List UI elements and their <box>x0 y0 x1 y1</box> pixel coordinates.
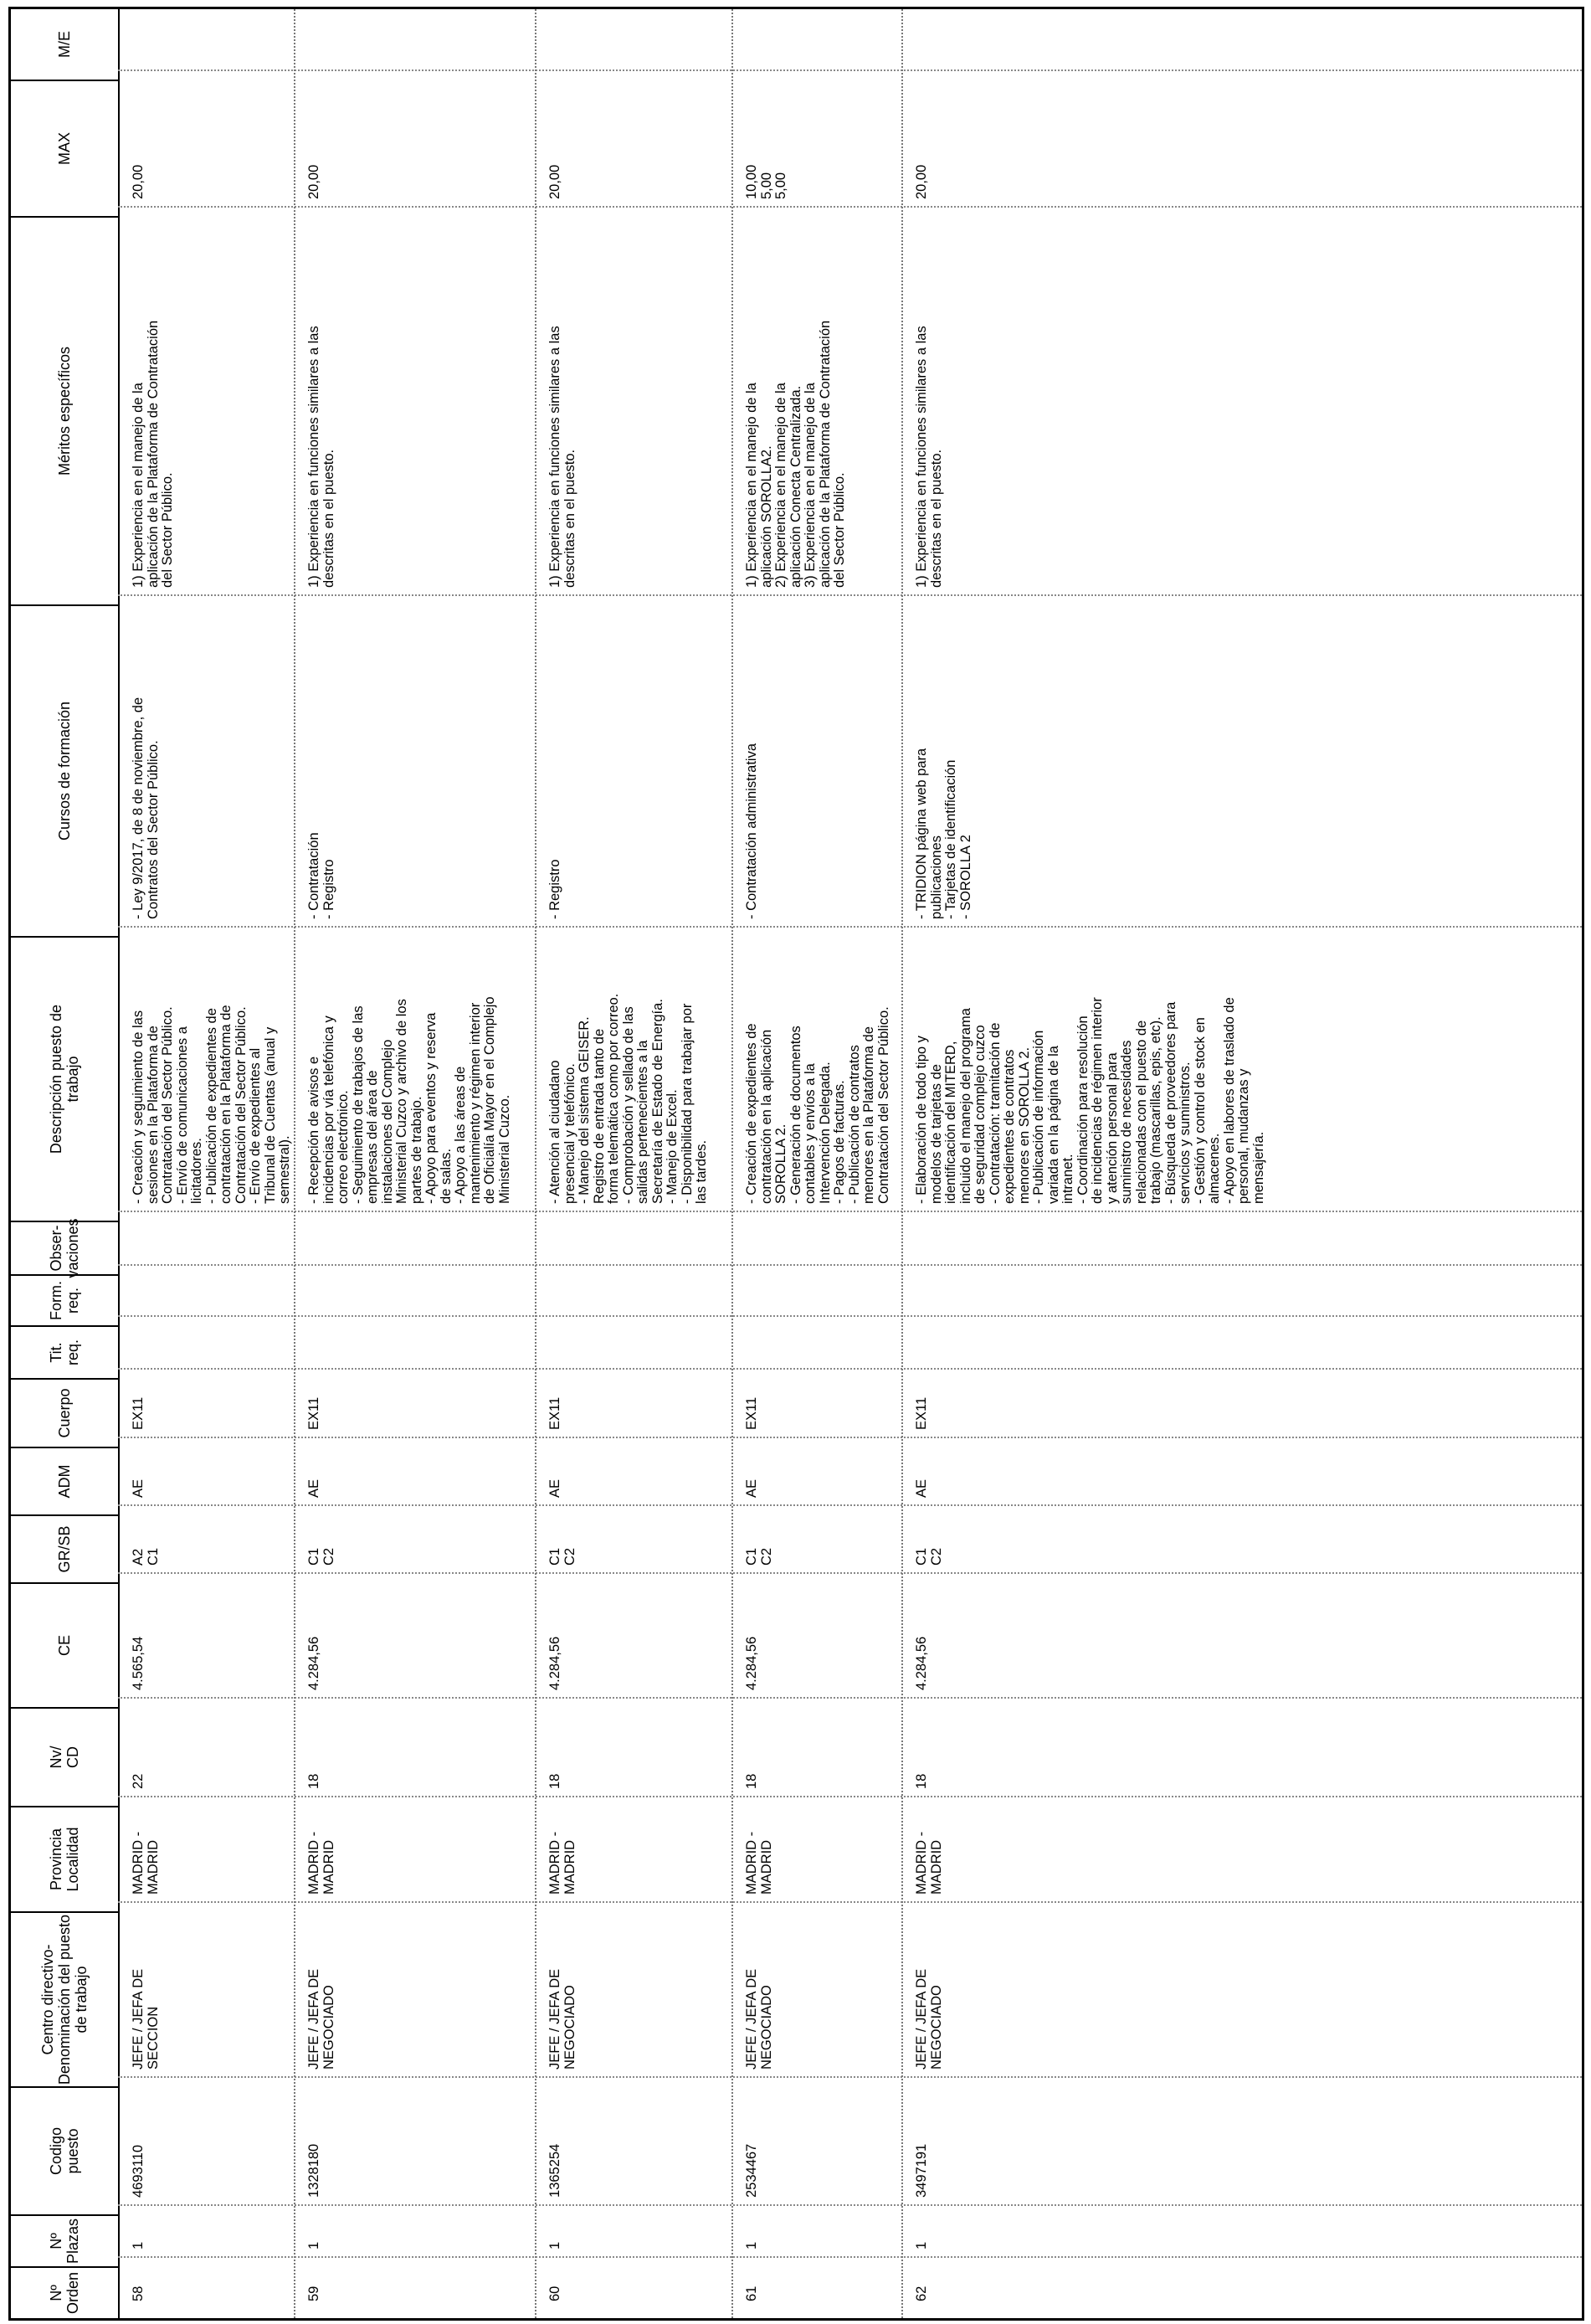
header-meritos: Méritos específicos <box>11 216 118 604</box>
cell-descripcion: - Recepción de avisos e incidencias por vía telefónica y correo electrónico. - Seguimiento de trabajos de las empresas del área de instalaciones del Complejo Ministerial Cuzco y archivo de los partes de trabajo. - Apoyo para eventos y reserva de salas. - Apoyo a las áreas de mantenimiento y régimen interior de Oficialía Mayor en el Complejo Ministerial Cuzco. <box>306 996 512 1204</box>
cell-adm: AE <box>306 1478 321 1498</box>
header-me: M/E <box>56 31 73 59</box>
header-observaciones: Obser- vaciones <box>11 1221 118 1274</box>
cell-cursos: - Contratación - Registro <box>306 832 336 919</box>
cell-cursos: - Registro <box>547 859 562 919</box>
cell-meritos: 1) Experiencia en funciones similares a las descritas en el puesto. <box>547 326 577 588</box>
cell-codigo: 4693110 <box>131 2144 146 2198</box>
cell-cuerpo: EX11 <box>547 1396 562 1430</box>
cell-cuerpo: EX11 <box>306 1396 321 1430</box>
cell-ce: 4.565,54 <box>131 1636 146 1690</box>
cell-adm: AE <box>547 1478 562 1498</box>
cell-ce: 4.284,56 <box>744 1636 759 1690</box>
cell-codigo: 1328180 <box>306 2143 321 2198</box>
row-separator <box>901 9 903 2318</box>
header-provincia: Provincia Localidad <box>11 1806 118 1911</box>
cell-plazas: 1 <box>744 2241 759 2249</box>
cell-orden: 58 <box>131 2285 146 2301</box>
cell-centro: JEFE / JEFA DE NEGOCIADO <box>914 1968 944 2069</box>
header-adm: ADM <box>11 1447 118 1514</box>
cell-max: 20,00 <box>547 164 562 199</box>
cell-adm: AE <box>914 1478 929 1498</box>
table-row <box>535 9 731 2318</box>
cell-ce: 4.284,56 <box>914 1636 929 1690</box>
header-plazas: Nº Plazas <box>11 2214 118 2266</box>
cell-nivel: 18 <box>744 1773 759 1789</box>
header-centro: Centro directivo- Denominación del puesto de trabajo <box>11 1911 118 2086</box>
row-separator <box>535 9 536 2318</box>
table-row <box>294 9 535 2318</box>
cell-grupo: C1 C2 <box>547 1547 577 1566</box>
header-nivel: Nv/ CD <box>11 1707 118 1806</box>
cell-grupo: C1 C2 <box>914 1547 944 1566</box>
table-row <box>901 9 1582 2318</box>
cell-provincia: MADRID - MADRID <box>914 1831 944 1895</box>
cell-max: 20,00 <box>131 164 146 199</box>
cell-ce: 4.284,56 <box>547 1636 562 1690</box>
cell-nivel: 18 <box>306 1773 321 1789</box>
cell-cuerpo: EX11 <box>131 1396 146 1430</box>
header-ce: CE <box>11 1582 118 1707</box>
cell-max: 20,00 <box>914 164 929 199</box>
cell-orden: 61 <box>744 2285 759 2301</box>
cell-nivel: 18 <box>547 1773 562 1789</box>
header-grupo: GR/SB <box>11 1514 118 1582</box>
cell-provincia: MADRID - MADRID <box>547 1831 577 1895</box>
cell-max: 20,00 <box>306 164 321 199</box>
positions-table <box>8 7 1584 2321</box>
table-row <box>118 9 294 2318</box>
cell-centro: JEFE / JEFA DE SECCION <box>131 1968 161 2069</box>
cell-cursos: - TRIDION página web para publicaciones - Tarjetas de identificación - SOROLLA 2 <box>914 748 973 919</box>
cell-descripcion: - Creación y seguimiento de las sesiones en la Plataforma de Contratación del Sector Público. - Envío de comunicaciones a licitadores. - Publicación de expedientes de contratación en la Plataforma de Contratación del Sector Público. - Envío de expedientes al Tribunal de Cuentas (anual y semestral). <box>131 1005 292 1204</box>
cell-meritos: 1) Experiencia en el manejo de la aplicación de la Plataforma de Contratación del Sector Público. <box>131 320 175 588</box>
cell-plazas: 1 <box>306 2241 321 2249</box>
cell-grupo: C1 C2 <box>744 1547 774 1566</box>
cell-meritos: 1) Experiencia en el manejo de la aplicación SOROLLA2. 2) Experiencia en el manejo de la aplicación Conecta Centralizada. 3) Experiencia en el manejo de la aplicación de la Plataforma de Contratación del Sector Público. <box>744 320 847 588</box>
cell-orden: 62 <box>914 2285 929 2301</box>
header-cursos: Cursos de formación <box>11 604 118 936</box>
cell-codigo: 3497191 <box>914 2143 929 2198</box>
header-formacion: Form. req. <box>11 1274 118 1325</box>
cell-cursos: - Ley 9/2017, de 8 de noviembre, de Contratos del Sector Público. <box>131 697 161 919</box>
cell-centro: JEFE / JEFA DE NEGOCIADO <box>306 1968 336 2069</box>
cell-cuerpo: EX11 <box>914 1396 929 1430</box>
cell-nivel: 18 <box>914 1773 929 1789</box>
row-separator <box>294 9 295 2318</box>
header-cuerpo: Cuerpo <box>11 1378 118 1447</box>
header-codigo: Codigo puesto <box>11 2086 118 2214</box>
cell-codigo: 1365254 <box>547 2143 562 2198</box>
header-descripcion: Descripción puesto de trabajo <box>11 936 118 1221</box>
cell-provincia: MADRID - MADRID <box>306 1831 336 1895</box>
cell-adm: AE <box>131 1478 146 1498</box>
cell-ce: 4.284,56 <box>306 1636 321 1690</box>
cell-descripcion: - Elaboración de todo tipo y modelos de tarjetas de identificación del MITERD, incluido el manejo del programa de seguridad complejo cuzco - Contratación: tramitación de expedientes de contratos menores en SOROLLA 2. - Publicación de información variada en la página de la intranet. - Coordinación para resolución de incidencias de régimen interior y atención personal para suministro de necesidades relacionadas con el puesto de trabajo (mascarillas, epis, etc). - Búsqueda de proveedores para servicios y suministros. - Gestión y control de stock en almacenes. - Apoyo en labores de traslado de personal, mudanzas y mensajería. <box>914 997 1266 1204</box>
cell-orden: 60 <box>547 2285 562 2301</box>
cell-cuerpo: EX11 <box>744 1396 759 1430</box>
header-max: MAX <box>11 80 118 216</box>
cell-plazas: 1 <box>547 2241 562 2249</box>
cell-plazas: 1 <box>914 2241 929 2249</box>
cell-max: 10,00 5,00 5,00 <box>744 164 788 199</box>
table-row <box>731 9 901 2318</box>
cell-provincia: MADRID - MADRID <box>131 1831 161 1895</box>
cell-grupo: C1 C2 <box>306 1547 336 1566</box>
row-separator <box>731 9 733 2318</box>
cell-orden: 59 <box>306 2285 321 2301</box>
cell-meritos: 1) Experiencia en funciones similares a las descritas en el puesto. <box>914 326 944 588</box>
cell-adm: AE <box>744 1478 759 1498</box>
cell-centro: JEFE / JEFA DE NEGOCIADO <box>547 1968 577 2069</box>
cell-codigo: 2534467 <box>744 2143 759 2198</box>
cell-grupo: A2 C1 <box>131 1547 161 1566</box>
header-orden: Nº Orden <box>11 2266 118 2318</box>
cell-centro: JEFE / JEFA DE NEGOCIADO <box>744 1968 774 2069</box>
cell-descripcion: - Atención al ciudadano presencial y telefónico. - Manejo del sistema GEISER. Registro de entrada tanto de forma telemática como por correo. - Comprobación y sellado de las salidas pertenecientes a la Secretaría de Estado de Energía. - Manejo de Excel. - Disponibilidad para trabajar por las tardes. <box>547 993 709 1204</box>
header-titulacion: Tit. req. <box>11 1325 118 1378</box>
cell-cursos: - Contratación administrativa <box>744 743 759 919</box>
cell-descripcion: - Creación de expedientes de contratación en la aplicación SOROLLA 2. - Generación de documentos contables y envíos a la Intervención Delegada. - Pagos de facturas. - Publicación de contratos menores en la Plataforma de Contratación del Sector Público. <box>744 1006 891 1204</box>
cell-plazas: 1 <box>131 2241 146 2249</box>
cell-nivel: 22 <box>131 1773 146 1789</box>
cell-meritos: 1) Experiencia en funciones similares a las descritas en el puesto. <box>306 326 336 588</box>
cell-provincia: MADRID - MADRID <box>744 1831 774 1895</box>
